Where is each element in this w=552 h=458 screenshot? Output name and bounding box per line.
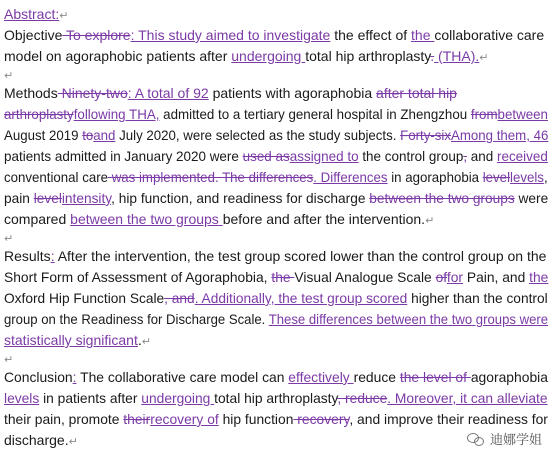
paragraph-mark: ↵ (425, 215, 435, 227)
document-body (4, 4, 548, 451)
text-run: discharge. (4, 432, 69, 448)
text-run: admitted to a tertiary general hospital in Zhengzhou (159, 106, 471, 122)
text-run: , and improve their readiness for (349, 411, 548, 427)
deleted-text: the (271, 269, 295, 285)
inserted-text: levels (510, 169, 544, 185)
deleted-text: recovery (293, 411, 350, 427)
inserted-text: effectively (288, 369, 354, 385)
text-run: Oxford Hip Function Scale (4, 290, 165, 306)
inserted-text: recovery of (150, 411, 219, 427)
text-line (4, 146, 548, 167)
deleted-text: Ninety-two (57, 85, 128, 101)
text-run: hip function (218, 411, 294, 427)
deleted-text: to (82, 127, 94, 143)
text-run: model on agoraphobic patients after (4, 48, 232, 64)
text-run: Conclusion (4, 369, 73, 385)
inserted-text: : This study aimed to investigate (130, 27, 331, 43)
text-line (4, 25, 548, 46)
abstract-text (4, 25, 548, 451)
paragraph-mark: ↵ (59, 10, 69, 22)
text-run: and (467, 148, 497, 164)
deleted-text: used as (242, 148, 290, 164)
abstract-heading-text: Abstract: (4, 6, 60, 22)
deleted-text: their (123, 411, 151, 427)
inserted-text: . Differences (313, 169, 388, 185)
wechat-icon (467, 432, 485, 446)
inserted-text: following THA, (73, 106, 160, 122)
text-run: . (137, 332, 142, 348)
text-line (4, 83, 548, 104)
text-run: agoraphobia (470, 369, 548, 385)
text-run: higher than the control (407, 290, 548, 306)
deleted-text: of (435, 269, 447, 285)
inserted-text: statistically significant (4, 332, 138, 348)
deleted-text: was implemented. The differences (108, 169, 314, 185)
paragraph-mark: ↵ (4, 233, 14, 245)
deleted-text: , reduce (337, 390, 388, 406)
paragraph-mark: ↵ (68, 436, 78, 448)
inserted-text: Among them, 46 (450, 127, 549, 143)
text-run: were (514, 190, 549, 206)
deleted-text: from (470, 106, 498, 122)
deleted-text: between the two groups (369, 190, 515, 206)
text-run: Methods (4, 85, 58, 101)
text-run: Visual Analogue Scale (294, 269, 436, 285)
watermark-text: 迪娜学姐 (489, 432, 542, 447)
text-run: in agoraphobia (387, 169, 483, 185)
deleted-text: Forty-six (400, 127, 451, 143)
text-run: Pain, and (463, 269, 530, 285)
text-run: total hip arthroplasty (214, 390, 338, 406)
text-line (4, 267, 549, 288)
text-run: total hip arthroplasty (305, 48, 431, 64)
text-line (4, 209, 548, 230)
text-line (4, 246, 548, 267)
watermark (467, 429, 542, 448)
inserted-text: These differences between the two groups were (268, 311, 549, 327)
text-run: group on the Readiness for Discharge Scale. (4, 311, 269, 327)
inserted-text: : A total of 92 (127, 85, 209, 101)
text-line (4, 125, 549, 146)
deleted-text: level (482, 169, 511, 185)
text-run: conventional care (4, 169, 109, 185)
text-line (4, 309, 549, 330)
deleted-text: arthroplasty (4, 106, 74, 122)
text-line (4, 188, 549, 209)
blank-line (4, 67, 548, 83)
abstract-heading (4, 4, 548, 25)
inserted-text: the (411, 27, 435, 43)
inserted-text: (THA). (434, 48, 480, 64)
inserted-text: : (72, 369, 77, 385)
paragraph-mark: ↵ (4, 354, 14, 366)
paragraph-mark: ↵ (479, 52, 489, 64)
text-run: compared (4, 211, 71, 227)
inserted-text: intensity (61, 190, 112, 206)
text-line (4, 330, 548, 351)
text-run: Results (4, 248, 51, 264)
blank-line (4, 351, 548, 367)
inserted-text: and (93, 127, 116, 143)
text-run: August 2019 (4, 127, 83, 143)
deleted-text: level (33, 190, 62, 206)
deleted-text: To explore (62, 27, 131, 43)
inserted-text: : (50, 248, 55, 264)
inserted-text: for (446, 269, 464, 285)
text-run: Short Form of Assessment of Agoraphobia, (4, 269, 272, 285)
blank-line (4, 230, 548, 246)
text-run: The collaborative care model can (76, 369, 289, 385)
deleted-text: , and (164, 290, 195, 306)
deleted-text: the level of (399, 369, 471, 385)
text-run: July 2020, were selected as the study subjects. (115, 127, 401, 143)
paragraph-mark: ↵ (4, 70, 14, 82)
text-run: After the intervention, the test group scored lower than the control group on the (54, 248, 547, 264)
deleted-text: after total hip (376, 85, 457, 101)
text-line (4, 167, 548, 188)
text-run: reduce (353, 369, 400, 385)
inserted-text: . Additionally, the test group scored (194, 290, 408, 306)
inserted-text: undergoing (141, 390, 215, 406)
text-line (4, 367, 548, 388)
text-line (4, 388, 548, 409)
text-run: patients with agoraphobia (208, 85, 377, 101)
deleted-text: , (463, 148, 468, 164)
text-line (4, 46, 548, 67)
text-run: the effect of (330, 27, 412, 43)
inserted-text: between (497, 106, 548, 122)
text-line (4, 288, 548, 309)
text-run: before and after the intervention. (222, 211, 426, 227)
inserted-text: levels (4, 390, 40, 406)
text-line (4, 409, 548, 430)
inserted-text: undergoing (231, 48, 306, 64)
inserted-text: received (496, 148, 548, 164)
text-run: collaborative care (434, 27, 545, 43)
text-run: patients admitted in January 2020 were (4, 148, 243, 164)
text-run: pain (4, 190, 34, 206)
text-line (4, 104, 548, 125)
text-run: , (543, 169, 548, 185)
text-run: Objective (4, 27, 63, 43)
inserted-text: between the two groups (70, 211, 223, 227)
text-run: , hip function, and readiness for discharge (111, 190, 370, 206)
text-run: in patients after (39, 390, 142, 406)
text-run: their pain, promote (4, 411, 124, 427)
inserted-text: . Moreover, it can alleviate (387, 390, 548, 406)
inserted-text: the (529, 269, 549, 285)
paragraph-mark: ↵ (141, 336, 151, 348)
deleted-text: . (430, 48, 435, 64)
text-run: the control group (358, 148, 464, 164)
inserted-text: assigned to (289, 148, 359, 164)
